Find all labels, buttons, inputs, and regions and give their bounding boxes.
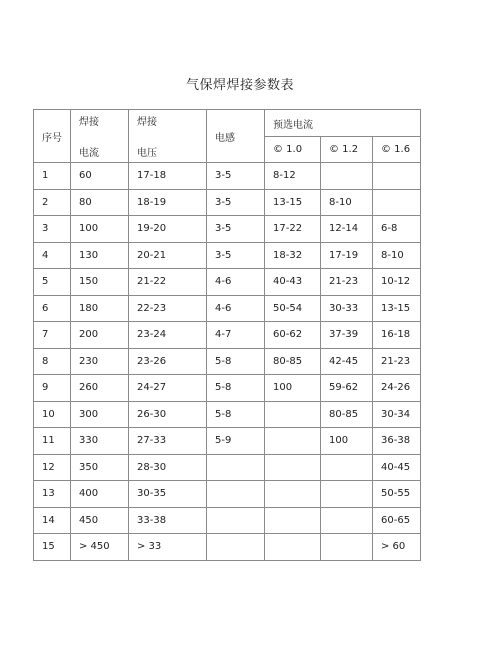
- table-row: [34, 454, 421, 481]
- cell-seq: 10: [34, 401, 71, 428]
- table-row: [34, 189, 421, 216]
- cell-preset-1-2: [321, 507, 373, 534]
- cell-seq: 9: [34, 375, 71, 402]
- cell-inductance: 5-8: [207, 348, 265, 375]
- cell-preset-1-6: 10-12: [373, 269, 421, 296]
- header-voltage-line1: 焊接: [137, 117, 157, 128]
- cell-inductance: 4-6: [207, 269, 265, 296]
- cell-seq: 14: [34, 507, 71, 534]
- cell-voltage: 23-26: [129, 348, 207, 375]
- cell-preset-1-0: 80-85: [265, 348, 321, 375]
- cell-preset-1-6: 40-45: [373, 454, 421, 481]
- cell-seq: 6: [34, 295, 71, 322]
- document-title: 气保焊焊接参数表: [185, 78, 294, 93]
- cell-seq: 12: [34, 454, 71, 481]
- cell-preset-1-2: 17-19: [321, 242, 373, 269]
- cell-preset-1-2: 30-33: [321, 295, 373, 322]
- cell-preset-1-0: [265, 507, 321, 534]
- table-row: [34, 428, 421, 455]
- cell-preset-1-6: 60-65: [373, 507, 421, 534]
- cell-preset-1-6: > 60: [373, 534, 421, 561]
- cell-current: 60: [71, 163, 129, 190]
- cell-inductance: [207, 507, 265, 534]
- cell-current: 350: [71, 454, 129, 481]
- cell-preset-1-6: [373, 163, 421, 190]
- table-row: [34, 507, 421, 534]
- cell-current: 230: [71, 348, 129, 375]
- cell-preset-1-2: 80-85: [321, 401, 373, 428]
- table-row: [34, 322, 421, 349]
- cell-seq: 11: [34, 428, 71, 455]
- cell-preset-1-6: 8-10: [373, 242, 421, 269]
- cell-preset-1-0: 60-62: [265, 322, 321, 349]
- cell-inductance: [207, 454, 265, 481]
- table-row: [34, 481, 421, 508]
- cell-preset-1-2: 12-14: [321, 216, 373, 243]
- header-inductance: 电感: [207, 110, 265, 163]
- cell-inductance: 5-9: [207, 428, 265, 455]
- table-row: [34, 401, 421, 428]
- cell-voltage: 27-33: [129, 428, 207, 455]
- table-row: [34, 269, 421, 296]
- cell-current: 130: [71, 242, 129, 269]
- cell-seq: 2: [34, 189, 71, 216]
- table-row: [34, 295, 421, 322]
- cell-preset-1-2: 42-45: [321, 348, 373, 375]
- cell-voltage: 20-21: [129, 242, 207, 269]
- cell-preset-1-2: 21-23: [321, 269, 373, 296]
- cell-preset-1-6: 21-23: [373, 348, 421, 375]
- header-seq: 序号: [34, 110, 71, 163]
- cell-preset-1-2: 100: [321, 428, 373, 455]
- header-preset-current: 预选电流: [265, 110, 421, 137]
- table-row: [34, 375, 421, 402]
- table-row: [34, 216, 421, 243]
- cell-inductance: 3-5: [207, 242, 265, 269]
- cell-preset-1-0: 50-54: [265, 295, 321, 322]
- cell-current: 100: [71, 216, 129, 243]
- cell-inductance: 3-5: [207, 216, 265, 243]
- cell-seq: 5: [34, 269, 71, 296]
- cell-inductance: 5-8: [207, 401, 265, 428]
- cell-current: 300: [71, 401, 129, 428]
- cell-voltage: 26-30: [129, 401, 207, 428]
- welding-parameter-table: [33, 109, 421, 561]
- cell-preset-1-2: [321, 163, 373, 190]
- table-row: [34, 348, 421, 375]
- cell-current: 150: [71, 269, 129, 296]
- cell-voltage: 21-22: [129, 269, 207, 296]
- cell-voltage: 17-18: [129, 163, 207, 190]
- cell-voltage: 23-24: [129, 322, 207, 349]
- cell-preset-1-0: 100: [265, 375, 321, 402]
- cell-seq: 3: [34, 216, 71, 243]
- cell-inductance: [207, 481, 265, 508]
- cell-seq: 4: [34, 242, 71, 269]
- cell-current: 330: [71, 428, 129, 455]
- cell-voltage: 18-19: [129, 189, 207, 216]
- table-row: [34, 534, 421, 561]
- cell-preset-1-2: [321, 534, 373, 561]
- header-wire-1-6: © 1.6: [373, 137, 421, 163]
- cell-preset-1-2: 37-39: [321, 322, 373, 349]
- header-current: [71, 110, 129, 163]
- cell-seq: 8: [34, 348, 71, 375]
- cell-seq: 13: [34, 481, 71, 508]
- cell-seq: 15: [34, 534, 71, 561]
- cell-preset-1-6: 50-55: [373, 481, 421, 508]
- cell-preset-1-2: 8-10: [321, 189, 373, 216]
- header-voltage: [129, 110, 207, 163]
- cell-preset-1-6: 16-18: [373, 322, 421, 349]
- cell-current: 200: [71, 322, 129, 349]
- cell-inductance: 4-6: [207, 295, 265, 322]
- cell-preset-1-0: 8-12: [265, 163, 321, 190]
- cell-preset-1-6: 36-38: [373, 428, 421, 455]
- cell-preset-1-6: 6-8: [373, 216, 421, 243]
- cell-current: 260: [71, 375, 129, 402]
- header-voltage-line2: 电压: [137, 148, 157, 159]
- cell-inductance: 3-5: [207, 189, 265, 216]
- cell-preset-1-0: 40-43: [265, 269, 321, 296]
- cell-voltage: 19-20: [129, 216, 207, 243]
- cell-preset-1-0: 13-15: [265, 189, 321, 216]
- cell-seq: 1: [34, 163, 71, 190]
- cell-current: 400: [71, 481, 129, 508]
- header-current-line2: 电流: [79, 148, 99, 159]
- cell-preset-1-2: [321, 481, 373, 508]
- cell-preset-1-0: [265, 481, 321, 508]
- table-body: [34, 163, 421, 561]
- cell-current: 450: [71, 507, 129, 534]
- header-current-line1: 焊接: [79, 117, 99, 128]
- cell-voltage: 30-35: [129, 481, 207, 508]
- cell-current: 80: [71, 189, 129, 216]
- cell-inductance: 5-8: [207, 375, 265, 402]
- cell-preset-1-0: [265, 428, 321, 455]
- cell-preset-1-6: 13-15: [373, 295, 421, 322]
- cell-voltage: 22-23: [129, 295, 207, 322]
- cell-voltage: 24-27: [129, 375, 207, 402]
- cell-preset-1-0: [265, 454, 321, 481]
- cell-current: 180: [71, 295, 129, 322]
- cell-voltage: > 33: [129, 534, 207, 561]
- cell-preset-1-6: 30-34: [373, 401, 421, 428]
- cell-inductance: [207, 534, 265, 561]
- cell-preset-1-6: 24-26: [373, 375, 421, 402]
- header-wire-1-2: © 1.2: [321, 137, 373, 163]
- cell-inductance: 3-5: [207, 163, 265, 190]
- cell-preset-1-2: [321, 454, 373, 481]
- table-row: [34, 242, 421, 269]
- table-row: [34, 163, 421, 190]
- cell-preset-1-0: [265, 401, 321, 428]
- cell-preset-1-0: [265, 534, 321, 561]
- cell-preset-1-0: 17-22: [265, 216, 321, 243]
- cell-inductance: 4-7: [207, 322, 265, 349]
- header-wire-1-0: © 1.0: [265, 137, 321, 163]
- cell-preset-1-2: 59-62: [321, 375, 373, 402]
- cell-current: > 450: [71, 534, 129, 561]
- cell-voltage: 28-30: [129, 454, 207, 481]
- cell-preset-1-6: [373, 189, 421, 216]
- cell-preset-1-0: 18-32: [265, 242, 321, 269]
- cell-seq: 7: [34, 322, 71, 349]
- cell-voltage: 33-38: [129, 507, 207, 534]
